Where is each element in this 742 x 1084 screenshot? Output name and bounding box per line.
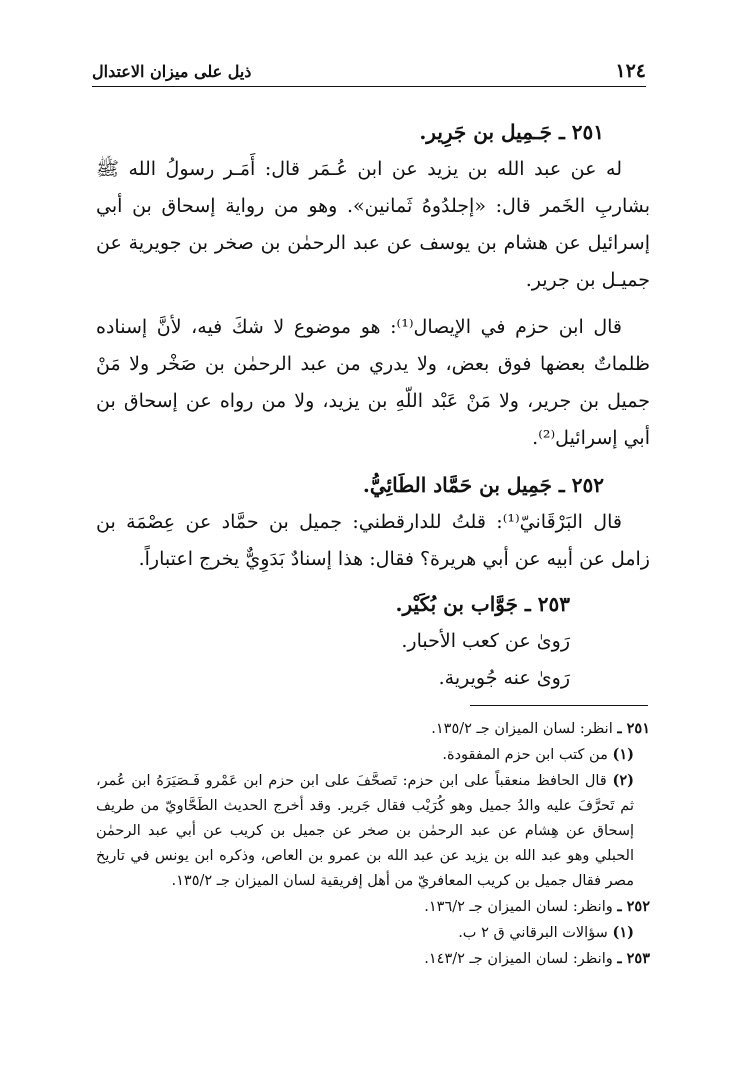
- footnote-ref: ٢٥١ ـ: [617, 720, 650, 737]
- entry-251-paragraph-1: له عن عبد الله بن يزيد عن ابن عُـمَر قال: أَمَـر رسولُ الله ﷺ بشاربِ الخَمر قال: «إجلدُوهُ ثَمانين». وهو من رواية إسحاق بن أبي إسرائيل عن هشام بن يوسف عن عبد الرحمٰن بن صخر بن جويرية عن جميـل بن جرير.: [96, 158, 650, 291]
- footnote-ref: ٢٥٣ ـ: [617, 950, 650, 967]
- page-number: ١٢٤: [615, 60, 646, 82]
- entry-title-253: ٢٥٣ ـ جَوَّاب بن بُكَيْر.: [395, 592, 570, 616]
- footnote-ref: (١): [612, 746, 634, 763]
- footnote-text: وانظر: لسان الميزان جـ ١٤٣/٢.: [424, 951, 613, 967]
- page-header: [92, 58, 646, 87]
- footnote: [96, 946, 650, 972]
- entry-251-paragraph-2: قال ابن حزم في الإيصال⁽¹⁾: هو موضوع لا شكَ فيه، لأنَّ إسناده ظلماتٌ بعضها فوق بعض، ولا يدري من عبد الرحمٰن بن صَخْر ولا مَنْ جميل بن جرير، ولا مَنْ عَبْد اللّهِ بن يزيد، ولا من رواه عن إسحاق بن أبي إسرائيل⁽²⁾.: [96, 316, 650, 449]
- footnote-text: من كتب ابن حزم المفقودة.: [442, 747, 608, 763]
- footnote: [96, 768, 650, 894]
- entry-253-line-1: رَوىٰ عن كعب الأحبار.: [401, 630, 570, 652]
- footnote: [96, 716, 650, 742]
- footnote: [96, 742, 650, 768]
- footnote-divider: [470, 705, 648, 706]
- running-title: ذيل على ميزان الاعتدال: [92, 62, 252, 81]
- footnotes: [96, 716, 650, 972]
- footnote-text: انظر: لسان الميزان جـ ١٣٥/٢.: [431, 721, 613, 737]
- entry-253-line-2: رَوىٰ عنه جُويرية.: [438, 667, 570, 689]
- footnote-ref: ٢٥٢ ـ: [617, 898, 650, 915]
- footnote: [96, 920, 650, 946]
- entry-252-paragraph-1: قال البَرْقَانيّ⁽¹⁾: قلتُ للدارقطني: جميل بن حمَّاد عن عِصْمَة بن زامل عن أبيه عن أبي هريرة؟ فقال: هذا إسنادٌ بَدَوِيٌّ يخرج اعتباراً.: [96, 511, 650, 570]
- footnote-ref: (٢): [612, 772, 635, 789]
- main-text: [96, 110, 650, 697]
- footnote: [96, 894, 650, 920]
- footnote-text: قال الحافظ منعقباً على ابن حزم: تَصحَّفَ على ابن حزم ابن عَمْرو فَـصَيَرَهُ ابن عُمر، ثم تَحرَّفَ عليه والدُ جميل وهو كُرَيْب فقال جَرير. وقد أخرج الحديث الطَحَّاويّ من طريف إسحاق عن هِشام عن عبد الرحمٰن بن صخر عن جميل بن كريب عن أبي عبد الرحمٰن الحبلي وهو عبد الله بن يزيد عن عبد الله بن عمرو بن العاص، وذكره ابن يونس في تاريخ مصر فقال جميل بن كريب المعافريّ من أهل إفريقية لسان الميزان جـ ١٣٥/٢.: [96, 773, 634, 889]
- footnote-ref: (١): [612, 924, 634, 941]
- footnote-text: وانظر: لسان الميزان جـ ١٣٦/٢.: [424, 899, 613, 915]
- entry-title-252: ٢٥٢ ـ جَمِيل بن حَمَّاد الطَائِيُّ.: [362, 473, 604, 497]
- footnote-text: سؤالات البرقاني ق ٢ ب.: [458, 925, 608, 941]
- entry-title-251: ٢٥١ ـ جَـمِيل بن جَرِير.: [419, 120, 604, 144]
